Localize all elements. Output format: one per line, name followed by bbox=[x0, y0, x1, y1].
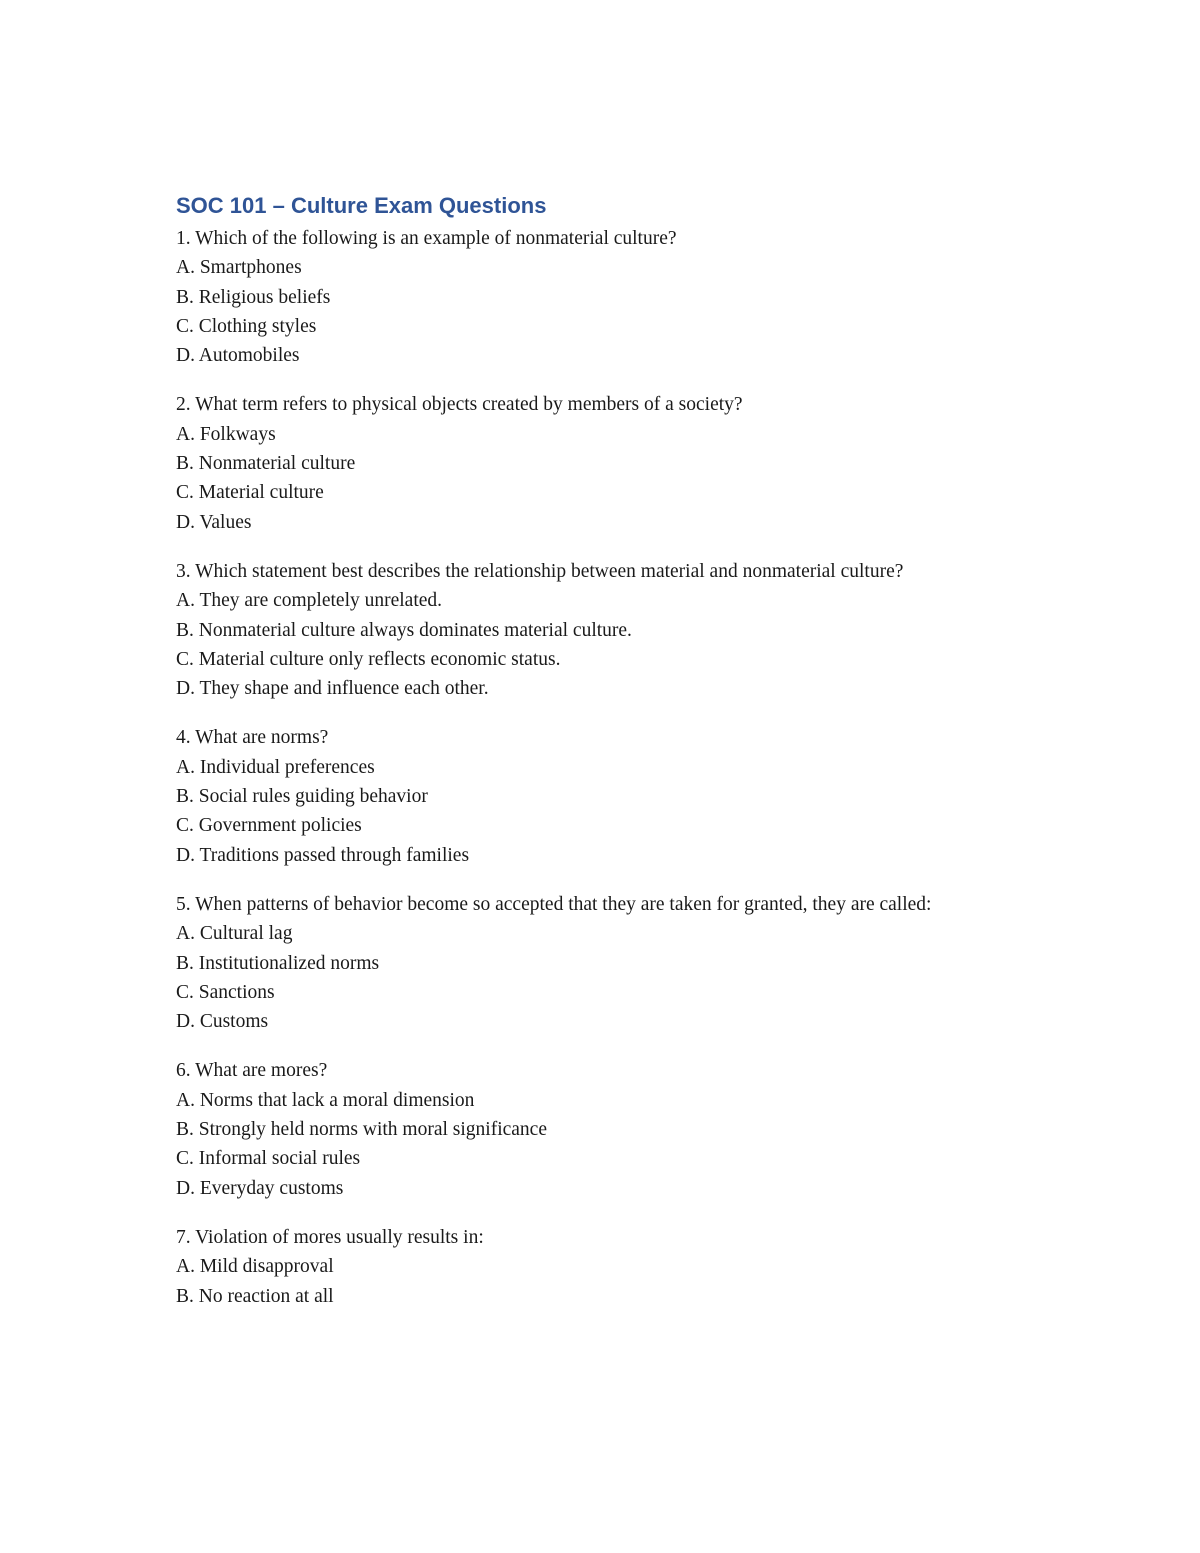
question-6 bbox=[176, 1056, 1036, 1202]
answer-option: B. Religious beliefs bbox=[176, 286, 331, 308]
answer-option: C. Informal social rules bbox=[176, 1148, 361, 1170]
answer-option: C. Material culture bbox=[176, 482, 324, 504]
answer-option: C. Clothing styles bbox=[176, 315, 317, 337]
answer-option: B. Nonmaterial culture always dominates material culture. bbox=[176, 619, 632, 641]
answer-option: B. No reaction at all bbox=[176, 1285, 334, 1307]
document-title: SOC 101 – Culture Exam Questions bbox=[176, 193, 547, 218]
answer-option: C. Sanctions bbox=[176, 981, 275, 1003]
question-text: 1. Which of the following is an example of nonmaterial culture? bbox=[176, 228, 677, 249]
question-3 bbox=[176, 557, 1036, 703]
answer-option: A. They are completely unrelated. bbox=[176, 590, 443, 612]
answer-option: B. Nonmaterial culture bbox=[176, 453, 356, 475]
document-page bbox=[176, 188, 1036, 1331]
question-text: 7. Violation of mores usually results in: bbox=[176, 1226, 484, 1248]
question-4 bbox=[176, 723, 1036, 869]
question-7 bbox=[176, 1223, 1036, 1311]
answer-option: A. Mild disapproval bbox=[176, 1256, 334, 1278]
answer-option: D. Automobiles bbox=[176, 345, 300, 367]
answer-option: A. Cultural lag bbox=[176, 923, 293, 945]
answer-option: B. Social rules guiding behavior bbox=[176, 786, 428, 808]
question-5 bbox=[176, 890, 1036, 1036]
question-text: 3. Which statement best describes the relationship between material and nonmaterial culture? bbox=[176, 560, 904, 582]
answer-option: A. Norms that lack a moral dimension bbox=[176, 1089, 475, 1111]
answer-option: A. Smartphones bbox=[176, 257, 302, 279]
question-1 bbox=[176, 224, 1036, 370]
answer-option: C. Government policies bbox=[176, 815, 362, 837]
question-text: 4. What are norms? bbox=[176, 727, 329, 749]
answer-option: A. Individual preferences bbox=[176, 756, 375, 778]
answer-option: D. Everyday customs bbox=[176, 1177, 344, 1199]
answer-option: D. Traditions passed through families bbox=[176, 844, 470, 866]
answer-option: D. Customs bbox=[176, 1011, 269, 1033]
question-text: 5. When patterns of behavior become so accepted that they are taken for granted, they are called: bbox=[176, 893, 932, 915]
answer-option: A. Folkways bbox=[176, 423, 276, 445]
answer-option: C. Material culture only reflects economic status. bbox=[176, 648, 561, 670]
answer-option: D. They shape and influence each other. bbox=[176, 678, 489, 700]
question-text: 6. What are mores? bbox=[176, 1060, 328, 1082]
answer-option: B. Strongly held norms with moral significance bbox=[176, 1119, 547, 1141]
question-text: 2. What term refers to physical objects created by members of a society? bbox=[176, 394, 743, 416]
answer-option: D. Values bbox=[176, 511, 252, 533]
answer-option: B. Institutionalized norms bbox=[176, 952, 380, 974]
question-2 bbox=[176, 390, 1036, 536]
